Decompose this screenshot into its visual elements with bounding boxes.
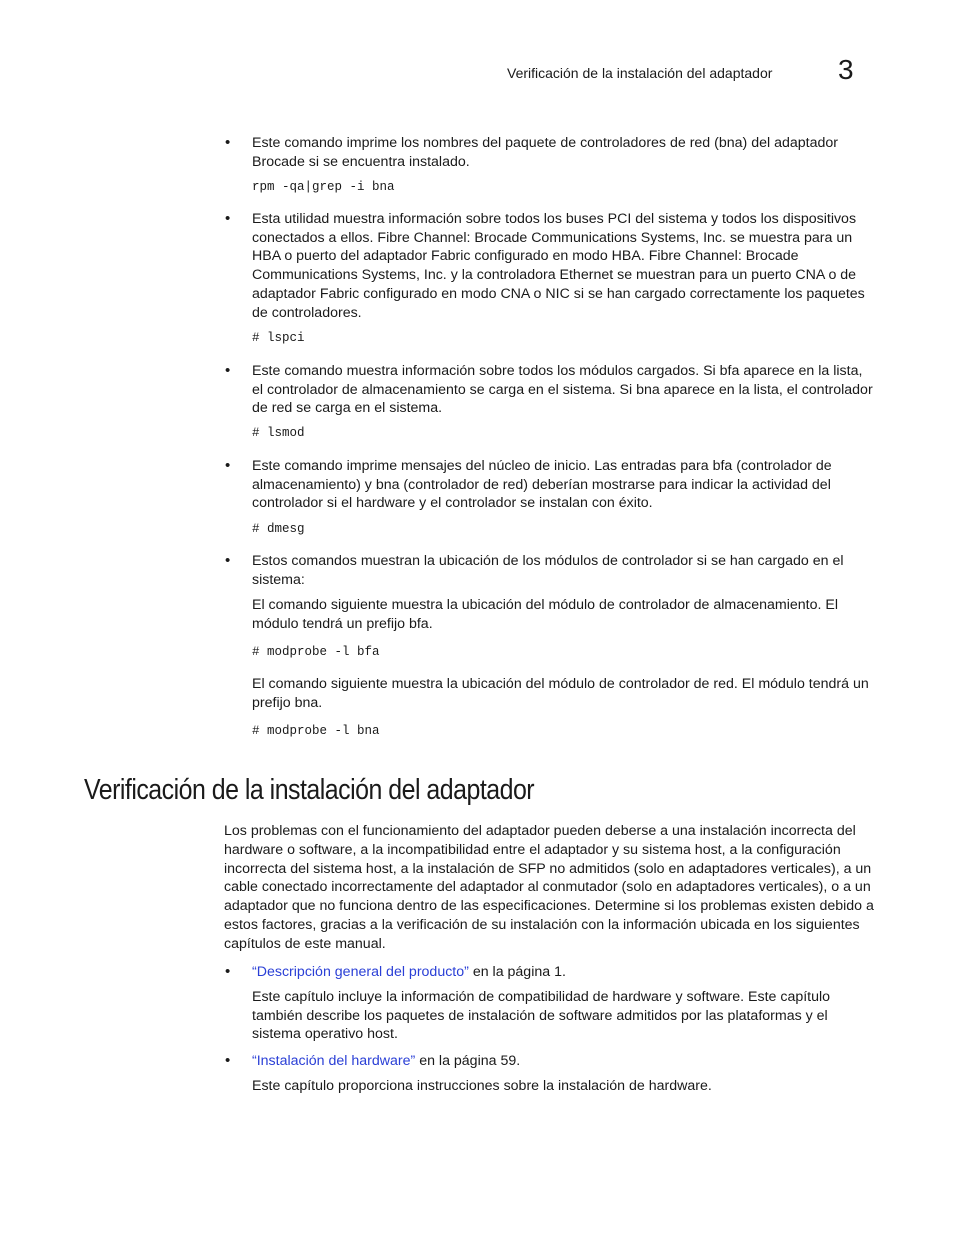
bullet-icon: • [225,210,231,227]
link-instalacion-hardware[interactable]: “Instalación del hardware” [252,1053,416,1069]
list-item-text: Este comando imprime mensajes del núcleo de inicio. Las entradas para bfa (controlador de almacenamiento) y bna (controlador de red) deberían mostrarse para indicar la actividad del controlador si el hardware y el controlador se instalan con éxito. [252,458,832,512]
code-command: rpm -qa|grep -i bna [252,180,395,194]
reference-item: “Instalación del hardware” en la página 59. [252,1053,521,1069]
code-command: # modprobe -l bna [252,724,380,738]
bullet-icon: • [225,362,231,379]
chapter-number: 3 [838,54,854,85]
bullet-icon: • [225,457,231,474]
list-item-subtext: El comando siguiente muestra la ubicación del módulo de controlador de red. El módulo tendrá un prefijo bna. [252,676,869,711]
list-item-subtext: El comando siguiente muestra la ubicación del módulo de controlador de almacenamiento. El módulo tendrá un prefijo bfa. [252,597,838,632]
bullet-icon: • [225,1052,231,1069]
list-item-text: Este comando muestra información sobre todos los módulos cargados. Si bfa aparece en la lista, el controlador de almacenamiento se carga en el sistema. Si bna aparece en la lista, el controlador de red se carga en el sistema. [252,363,873,417]
list-item-text: Esta utilidad muestra información sobre todos los buses PCI del sistema y todos los dispositivos conectados a ellos. Fibre Channel: Brocade Communications Systems, Inc. se muestra para un HBA o puerto del adaptador Fabric configurado en modo HBA. Fibre Channel: Brocade Communications Systems, Inc. y la controladora Ethernet se muestran para un puerto CNA o de adaptador Fabric configurado en modo CNA o NIC si se han cargado correctamente los paquetes de controladores. [252,211,865,321]
bullet-icon: • [225,134,231,151]
code-command: # lsmod [252,426,305,440]
link-descripcion-general[interactable]: “Descripción general del producto” [252,964,469,980]
code-command: # lspci [252,331,305,345]
running-header-title: Verificación de la instalación del adaptador [507,65,773,81]
list-item-text: Estos comandos muestran la ubicación de los módulos de controlador si se han cargado en el sistema: [252,553,844,588]
reference-item: “Descripción general del producto” en la página 1. [252,964,566,980]
section-heading: Verificación de la instalación del adaptador [84,774,535,806]
bullet-icon: • [225,963,231,980]
list-item-text: Este comando imprime los nombres del paquete de controladores de red (bna) del adaptador Brocade si se encuentra instalado. [252,135,838,170]
bullet-icon: • [225,552,231,569]
section-intro: Los problemas con el funcionamiento del adaptador pueden deberse a una instalación incorrecta del hardware o software, a la incompatibilidad entre el adaptador y su sistema host, a la configuración incorrecta del sistema host, a la instalación de SFP no admitidos (solo en adaptadores verticales), a un cable conectado incorrectamente del adaptador al conmutador (solo en adaptadores verticales), o a un adaptador que no funciona dentro de las especificaciones. Determine si los problemas existen debido a estos factores, gracias a la verificación de su instalación con la información ubicada en los siguientes capítulos de este manual. [224,823,874,952]
reference-description: Este capítulo proporciona instrucciones sobre la instalación de hardware. [252,1078,712,1094]
reference-description: Este capítulo incluye la información de compatibilidad de hardware y software. Este capítulo también describe los paquetes de instalación de software admitidos por las plataformas y el sistema operativo host. [252,989,831,1043]
code-command: # modprobe -l bfa [252,645,380,659]
code-command: # dmesg [252,522,305,536]
